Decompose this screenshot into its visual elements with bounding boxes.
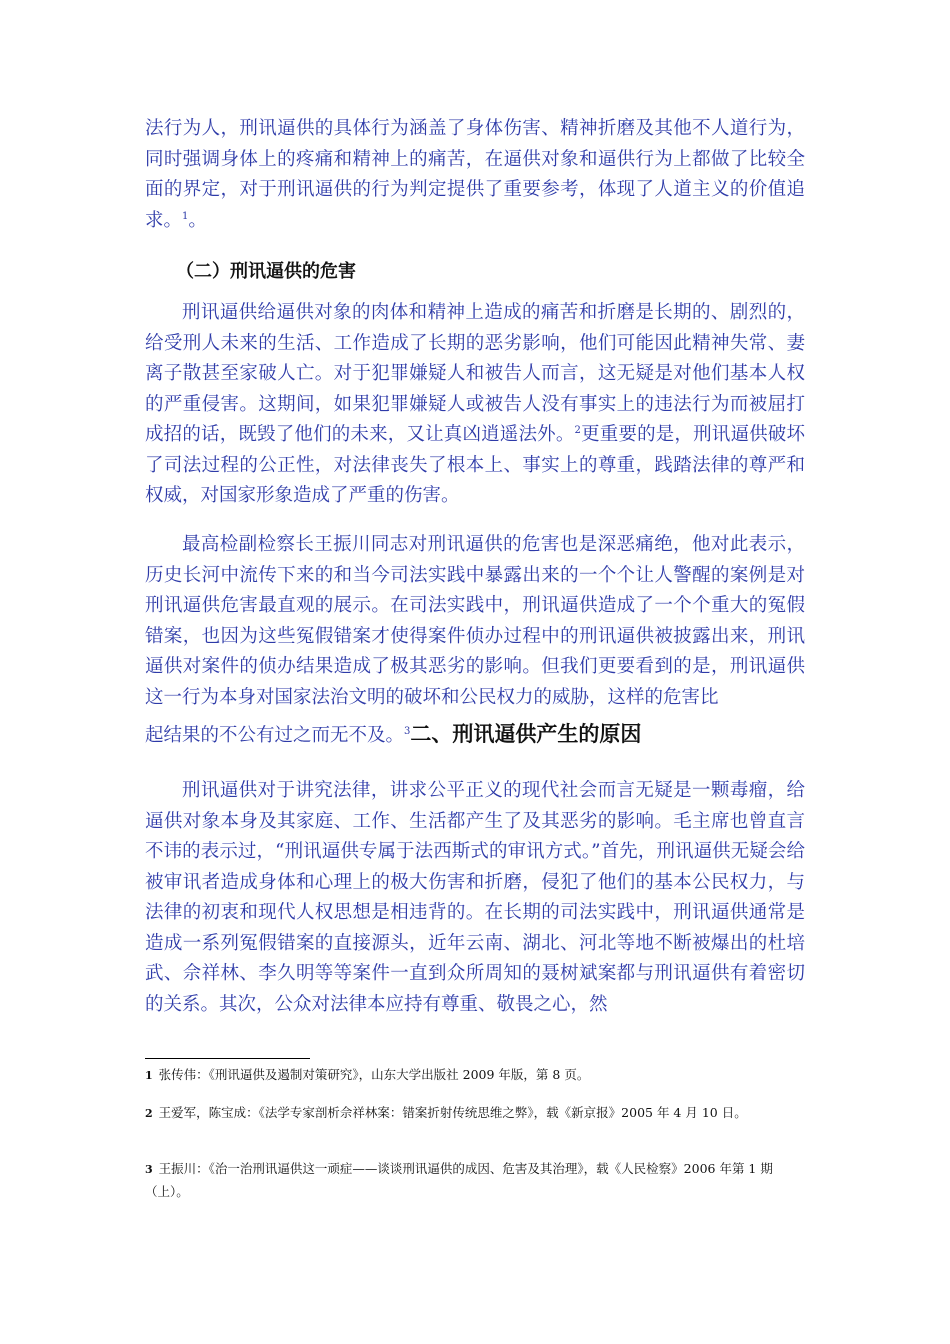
footnote-ref-1[interactable]: 1 bbox=[182, 210, 189, 222]
paragraph-2-text-b: 更重要的是，刑讯逼供破坏了司法过程的公正性，对法律丧失了根本上、事实上的尊重，践踏法律的尊严和权威，对国家形象造成了严重的伤害。 bbox=[145, 424, 805, 506]
paragraph-3 bbox=[145, 530, 805, 713]
paragraph-4-text: 刑讯逼供对于讲究法律，讲求公平正义的现代社会而言无疑是一颗毒瘤，给逼供对象本身及其家庭、工作、生活都产生了及其恶劣的影响。毛主席也曾直言不讳的表示过，“刑讯逼供专属于法西斯式的审讯方式。”首先，刑讯逼供无疑会给被审讯者造成身体和心理上的极大伤害和折磨，侵犯了他们的基本公民权力，与法律的初衷和现代人权思想是相违背的。在长期的司法实践中，刑讯逼供通常是造成一系列冤假错案的直接源头，近年云南、湖北、河北等地不断被爆出的杜培武、佘祥林、李久明等等案件一直到众所周知的聂树斌案都与刑讯逼供有着密切的关系。其次，公众对法律本应持有尊重、敬畏之心，然 bbox=[145, 780, 805, 1015]
footnote-divider bbox=[145, 1058, 310, 1059]
paragraph-4 bbox=[145, 776, 805, 1020]
footnote-ref-2[interactable]: 2 bbox=[574, 424, 581, 436]
footnote-text: 王振川：《治一治刑讯逼供这一顽症——谈谈刑讯逼供的成因、危害及其治理》，载《人民检察》2006 年第 1 期（上）。 bbox=[145, 1161, 773, 1199]
footnote-3 bbox=[145, 1158, 805, 1203]
footnote-number: 1 bbox=[145, 1069, 153, 1082]
paragraph-1 bbox=[145, 114, 805, 236]
paragraph-1-tail: 。 bbox=[188, 209, 207, 231]
footnote-ref-3[interactable]: 3 bbox=[404, 725, 411, 737]
footnote-text: 张传伟：《刑讯逼供及遏制对策研究》，山东大学出版社 2009 年版，第 8 页。 bbox=[158, 1067, 590, 1082]
paragraph-1-text: 法行为人，刑讯逼供的具体行为涵盖了身体伤害、精神折磨及其他不人道行为，同时强调身体上的疼痛和精神上的痛苦，在逼供对象和逼供行为上都做了比较全面的界定，对于刑讯逼供的行为判定提供了重要参考，体现了人道主义的价值追求。 bbox=[145, 118, 805, 231]
footnote-2 bbox=[145, 1102, 805, 1125]
paragraph-2 bbox=[145, 298, 805, 512]
footnote-number: 2 bbox=[145, 1107, 153, 1120]
footnote-1 bbox=[145, 1064, 805, 1087]
footnote-text: 王爱军，陈宝成：《法学专家剖析佘祥林案：错案折射传统思维之弊》，载《新京报》2005 年 4 月 10 日。 bbox=[158, 1105, 747, 1120]
paragraph-3-text: 最高检副检察长王振川同志对刑讯逼供的危害也是深恶痛绝，他对此表示，历史长河中流传下来的和当今司法实践中暴露出来的一个个让人警醒的案例是对刑讯逼供危害最直观的展示。在司法实践中，刑讯逼供造成了一个个重大的冤假错案，也因为这些冤假错案才使得案件侦办过程中的刑讯逼供被披露出来，刑讯逼供对案件的侦办结果造成了极其恶劣的影响。但我们更要看到的是，刑讯逼供这一行为本身对国家法治文明的破坏和公民权力的威胁，这样的危害比 bbox=[145, 534, 805, 708]
paragraph-3-last-line bbox=[145, 718, 805, 752]
footnote-number: 3 bbox=[145, 1163, 153, 1176]
paragraph-3-last-text: 起结果的不公有过之而无不及。 bbox=[145, 725, 405, 746]
section-heading-causes: 二、刑讯逼供产生的原因 bbox=[410, 722, 642, 746]
subheading-harms: （二）刑讯逼供的危害 bbox=[176, 261, 356, 282]
paragraph-2-text-a: 刑讯逼供给逼供对象的肉体和精神上造成的痛苦和折磨是长期的、剧烈的，给受刑人未来的生活、工作造成了长期的恶劣影响，他们可能因此精神失常、妻离子散甚至家破人亡。对于犯罪嫌疑人和被告人而言，这无疑是对他们基本人权的严重侵害。这期间，如果犯罪嫌疑人或被告人没有事实上的违法行为而被屈打成招的话，既毁了他们的未来，又让真凶逍遥法外。 bbox=[145, 302, 805, 445]
